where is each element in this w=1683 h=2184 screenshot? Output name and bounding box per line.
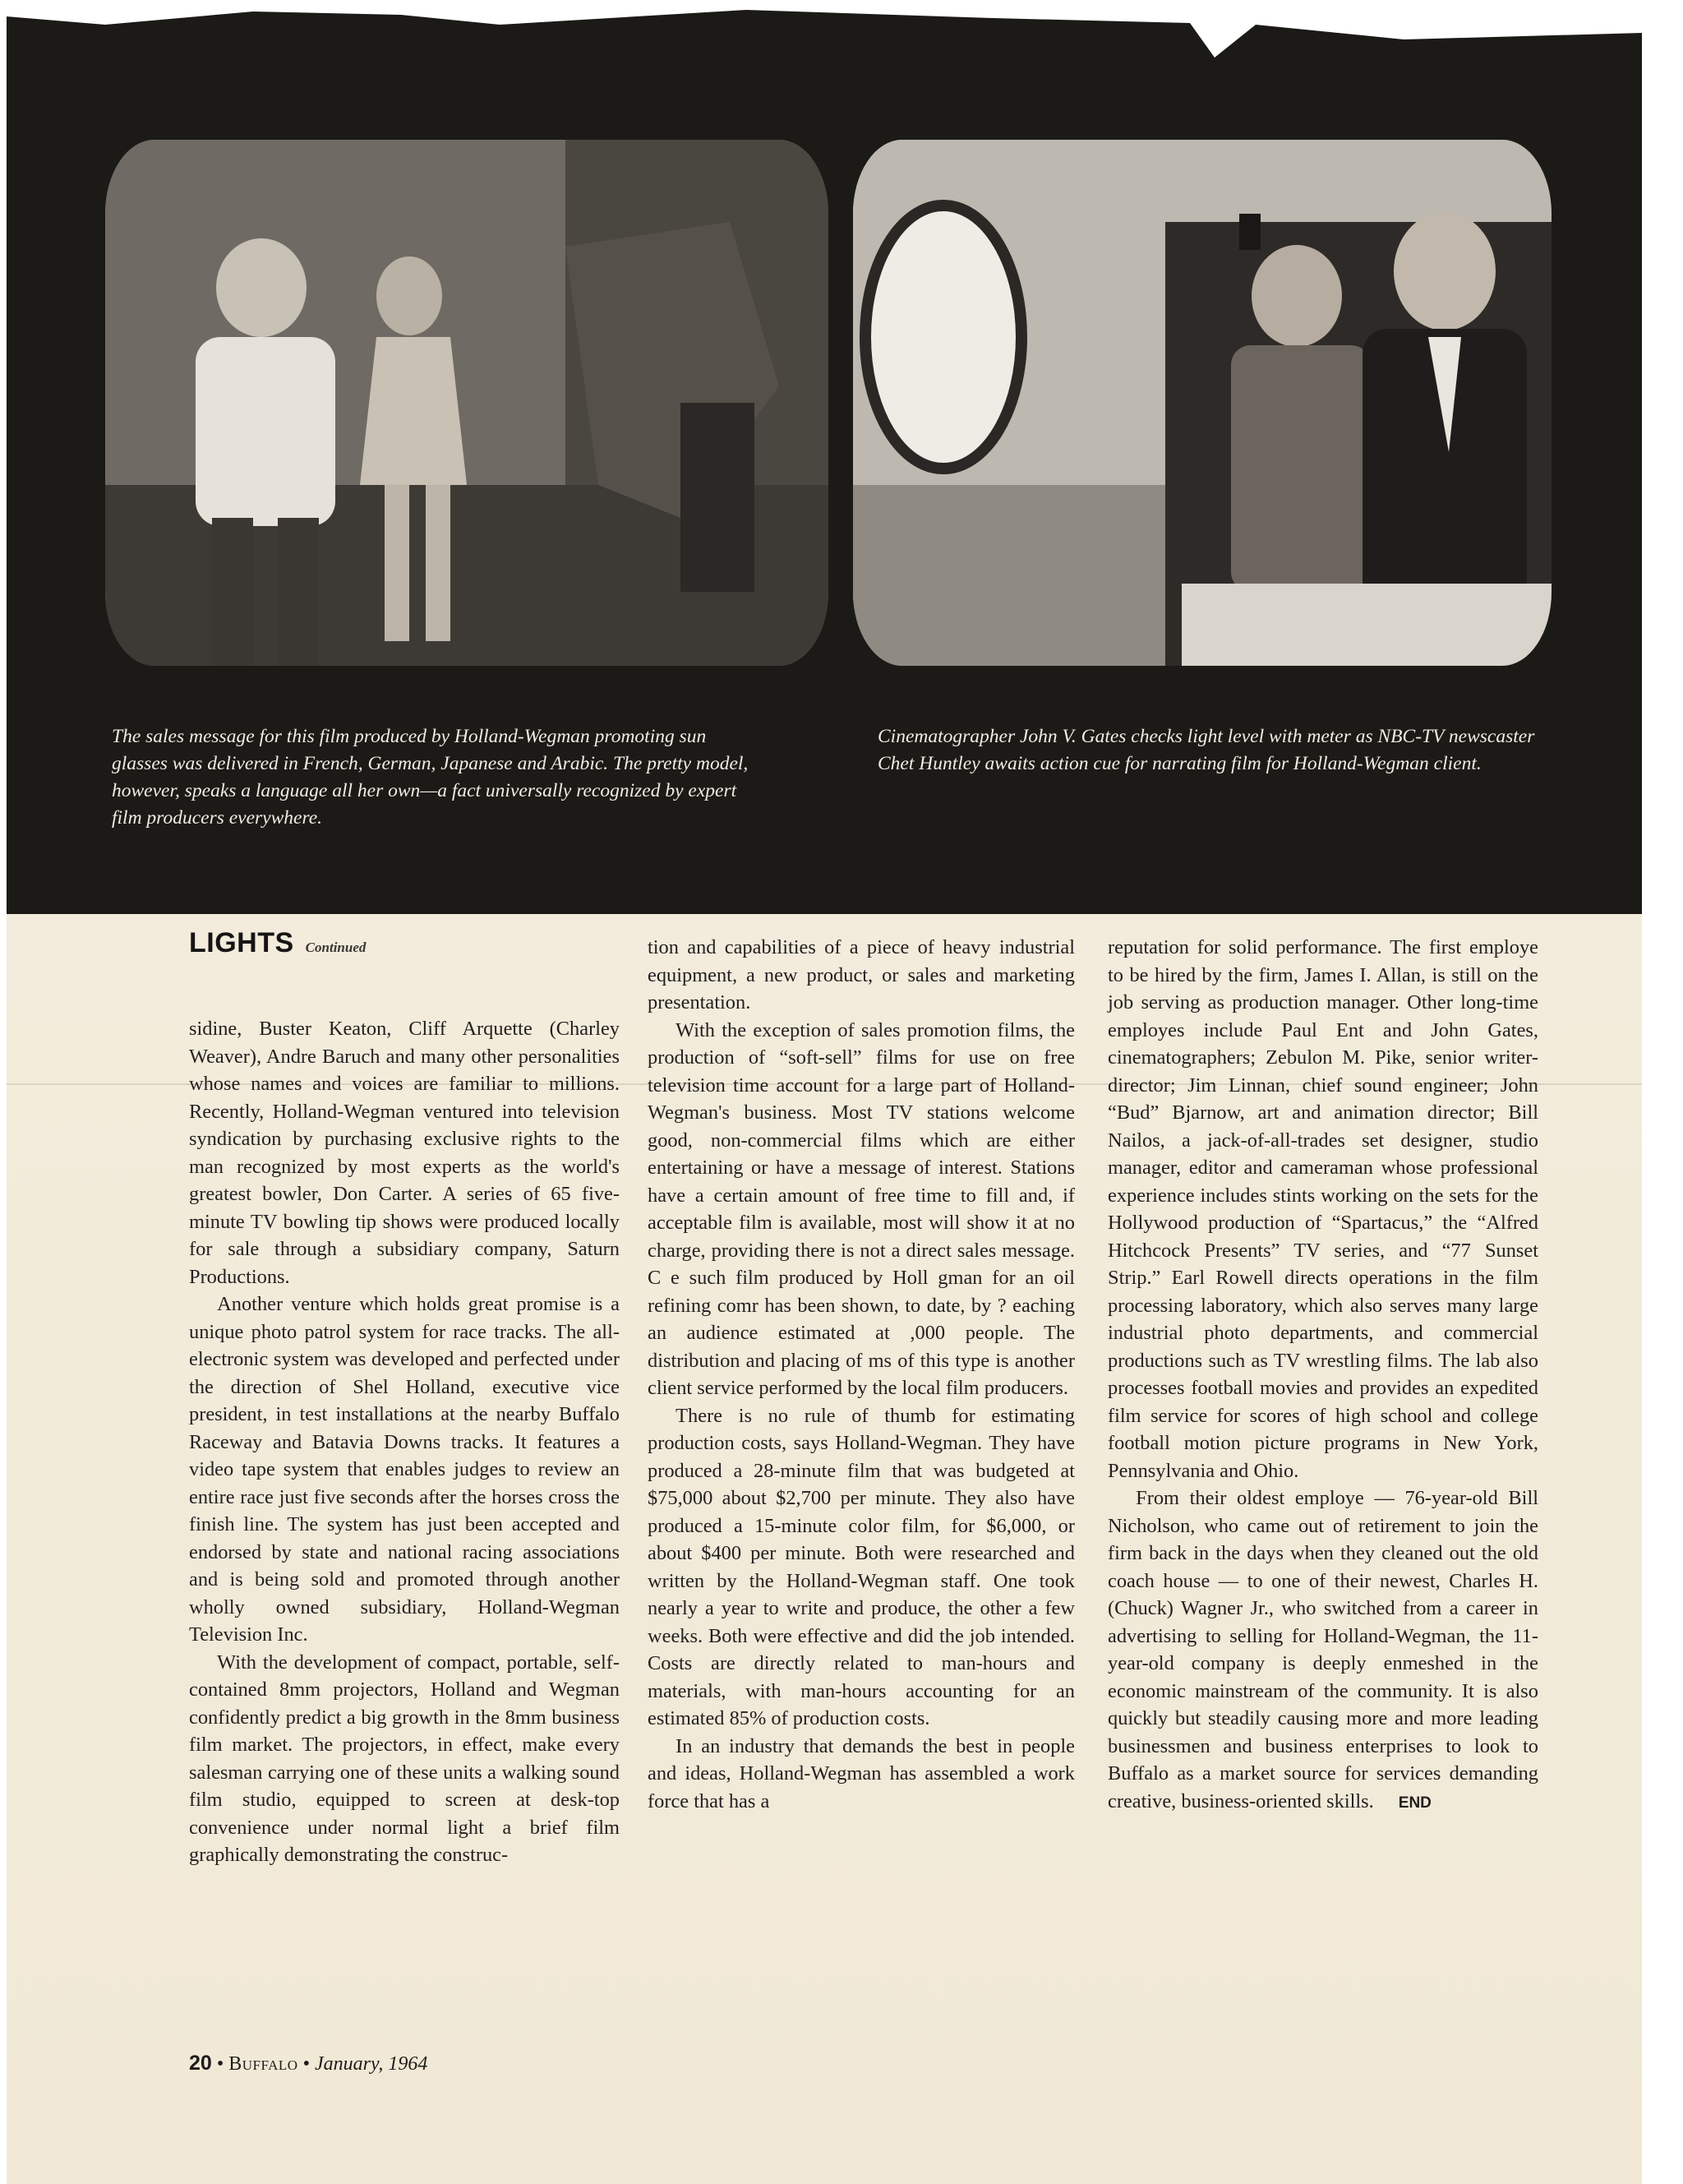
photo-sunglasses-film [105, 140, 828, 666]
paragraph-text: From their oldest employe — 76-year-old Bill Nicholson, who came out of retirement to join the firm back in the days when they cleaned out the old coach house — to one of their newest, Charles H. (Chuck) Wagner Jr., who switched from a career in advertising to selling for Holland-Wegman, the 11-year-old company is deeply enmeshed in the economic mainstream of the community. It is also quickly but steadily causing more and more leading businessmen and business enterprises to look to Buffalo as a market source for services demanding creative, business-oriented skills. [1108, 1487, 1538, 1812]
paragraph: tion and capabilities of a piece of heavy industrial equipment, a new product, or sales and marketing presentation. [648, 936, 1075, 1014]
end-mark: END [1398, 1794, 1432, 1812]
publication-name: Buffalo [228, 2053, 298, 2075]
article-column-3 [1108, 934, 1538, 1817]
heading-continued: Continued [305, 940, 367, 955]
issue-date: January, 1964 [315, 2053, 428, 2075]
caption-right: Cinematographer John V. Gates checks light level with meter as NBC-TV newscaster Chet Huntley awaits action cue for narrating film for Holland-Wegman client. [878, 726, 1535, 774]
page-folio [189, 2052, 427, 2075]
page-number: 20 [189, 2052, 212, 2075]
photo-right-illustration [853, 140, 1552, 666]
photo-light-meter [853, 140, 1552, 666]
folio-separator: • [216, 2053, 224, 2075]
caption-left: The sales message for this film produced by Holland-Wegman promoting sun glasses was delivered in French, German, Japanese and Arabic. The pretty model, however, speaks a language all her own—a fact universally recognized by expert film producers everywhere. [112, 726, 749, 829]
article-column-1 [189, 1015, 620, 1869]
article-column-2 [648, 934, 1075, 1815]
paragraph: There is no rule of thumb for estimating production costs, says Holland-Wegman. They have produced a 28-minute film that was budgeted at $75,000 about $2,700 per minute. They also have produced a 15-minute color film, for $6,000, or about $400 per minute. Both were researched and written by the Holland-Wegman staff. One took nearly a year to write and produce, the other a few weeks. Both were effective and did the job intended. Costs are directly related to man-hours and materials, with man-hours accounting for an estimated 85% of production costs. [648, 1404, 1075, 1729]
paragraph: With the exception of sales promotion films, the production of “soft-sell” films for use on free television time account for a large part of Holland-Wegman's business. Most TV stations welcome good, non-commercial films which are either entertaining or have a message of interest. Stations have a certain amount of free time to fill and, if acceptable film is available, most will show it at no charge, providing there is not a direct sales message. C e such film produced by Holl gman for an oil refining comr has been shown, to date, by ? eaching an audience estimated at ,000 people. The distribution and placing of ms of this type is another client service performed by the local film producers. [648, 1018, 1075, 1399]
paragraph: sidine, Buster Keaton, Cliff Arquette (Charley Weaver), Andre Baruch and many other personalities whose names and voices are familiar to millions. Recently, Holland-Wegman ventured into television syndication by purchasing exclusive rights to the man recognized by most experts as the world's greatest bowler, Don Carter. A series of 65 five-minute TV bowling tip shows were produced locally for sale through a subsidiary company, Saturn Productions. [189, 1018, 620, 1288]
paragraph: reputation for solid performance. The first employe to be hired by the firm, James I. Allan, is still on the job serving as production manager. Other long-time employes include Paul Ent and John Gates, cinematographers; Zebulon M. Pike, senior writer-director; Jim Linnan, chief sound engineer; John “Bud” Bjarnow, art and animation director; Bill Nailos, a jack-of-all-trades set designer, studio manager, editor and cameraman whose professional experience includes stints working on the sets for the Hollywood production of “Spartacus,” the “Alfred Hitchcock Presents” TV series, and “77 Sunset Strip.” Earl Rowell directs operations in the film processing laboratory, which also serves many large industrial photo departments, and commercial productions such as TV wrestling films. The lab also processes football movies and provides an expedited film service for scores of high school and college football motion picture programs in New York, Pennsylvania and Ohio. [1108, 936, 1538, 1482]
paragraph: With the development of compact, portable, self-contained 8mm projectors, Holland and Wegman confidently predict a big growth in the 8mm business film market. The projectors, in effect, make every salesman carrying one of these units a walking sound film studio, equipped to screen at desk-top convenience under normal light a brief film graphically demonstrating the construc- [189, 1651, 620, 1866]
paragraph [1108, 1484, 1538, 1817]
paragraph: In an industry that demands the best in people and ideas, Holland-Wegman has assembled a work force that has a [648, 1734, 1075, 1812]
folio-separator: • [302, 2053, 310, 2075]
torn-top-edge [7, 0, 1642, 66]
paragraph: Another venture which holds great promise is a unique photo patrol system for race tracks. The all-electronic system was developed and perfected under the direction of Shel Holland, executive vice president, in test installations at the nearby Buffalo Raceway and Batavia Downs tracks. It features a video tape system that enables judges to review an entire race just five seconds after the horses cross the finish line. The system has just been accepted and endorsed by state and national racing associations and is being sold and promoted through another wholly owned subsidiary, Holland-Wegman Television Inc. [189, 1293, 620, 1646]
photo-band [7, 0, 1642, 914]
photo-left-illustration [105, 140, 828, 666]
article-heading [189, 927, 366, 959]
magazine-page [7, 0, 1642, 2184]
heading-title: LIGHTS [189, 927, 294, 958]
